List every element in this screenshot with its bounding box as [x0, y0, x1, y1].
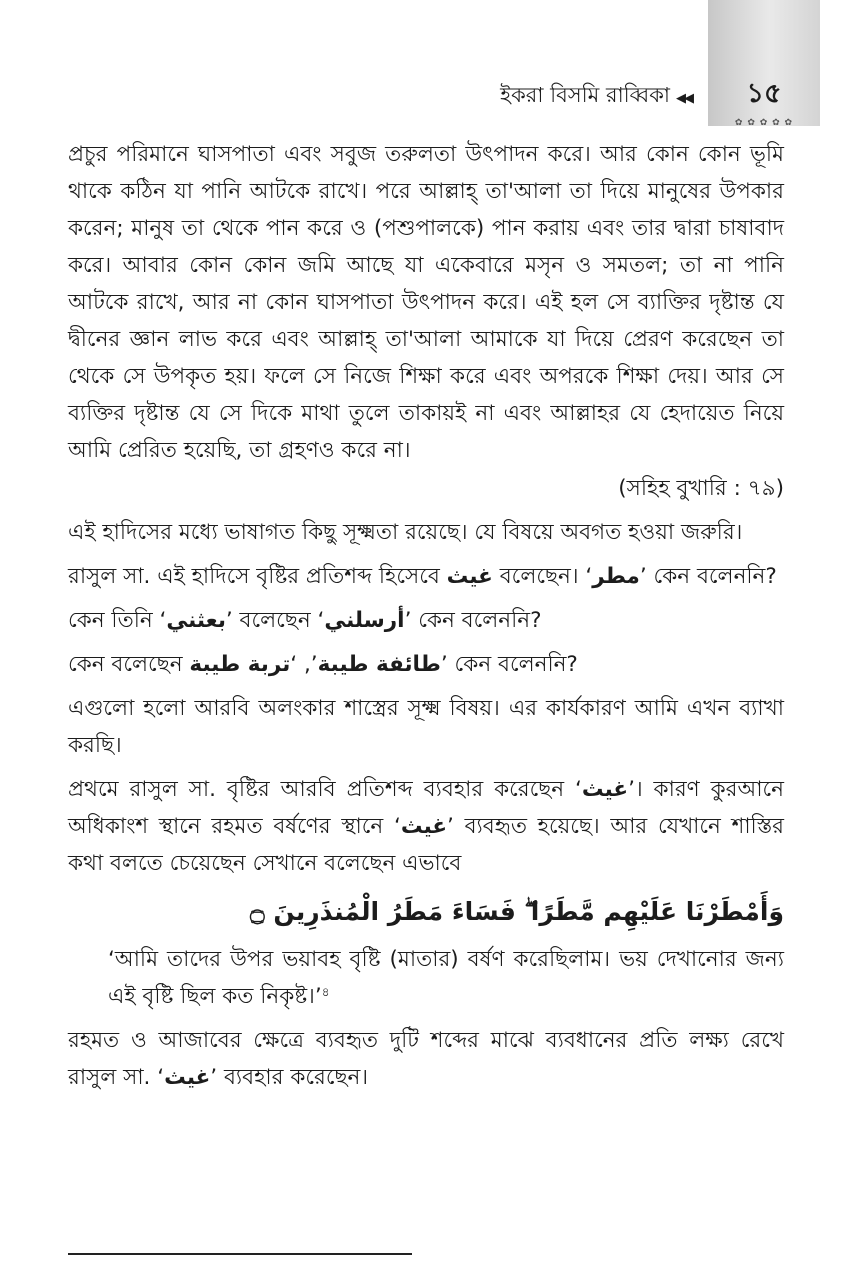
text-segment: ’ ব্যবহৃত হয়েছে। আর যেখানে শাস্তির কথা বলতে চেয়েছেন সেখানে বলেছেন এভাবে [68, 814, 784, 876]
citation: (সহিহ বুখারি : ৭৯) [618, 476, 784, 501]
text-segment: ’ কেন বলেননি? [440, 652, 578, 677]
text-segment: কেন তিনি ‘ [68, 608, 167, 633]
question-line [68, 602, 784, 639]
question-line [68, 646, 784, 683]
page-number: ১৫ [746, 78, 782, 109]
text-segment: রাসুল সা. এই হাদিসে বৃষ্টির প্রতিশব্দ হিসেবে [68, 564, 447, 589]
verse-translation [108, 941, 784, 1015]
text-segment: ’। কারণ কুরআনে অধিকাংশ স্থানে রহমত বর্ষণের স্থানে ‘ [68, 777, 785, 839]
text-segment: বলেছেন। ‘ [492, 564, 593, 589]
text-segment: ’ কেন বলেননি? [404, 608, 542, 633]
footnote-marker: ৪ [321, 985, 330, 999]
arabic-word: غيث [400, 814, 448, 839]
quran-verse: وَأَمْطَرْنَا عَلَيْهِم مَّطَرًا ۖ فَسَاءَ مَطَرُ الْمُنذَرِينَ ۝ [250, 897, 784, 926]
translation-text: ‘আমি তাদের উপর ভয়াবহ বৃষ্টি (মাতার) বর্ষণ করেছিলাম। ভয় দেখানোর জন্য এই বৃষ্টি ছিল কত নিকৃষ্ট।’ [108, 947, 784, 1009]
footnote-divider [68, 1253, 412, 1255]
double-arrow-icon: ◀◀ [676, 91, 692, 106]
main-text [68, 136, 784, 1103]
arabic-phrase: طائفة طيبة [317, 652, 441, 677]
paragraph [68, 771, 784, 882]
text-segment: রহমত ও আজাবের ক্ষেত্রে ব্যবহৃত দুটি শব্দের মাঝে ব্যবধানের প্রতি লক্ষ্য রেখে রাসুল সা. ‘ [68, 1028, 784, 1090]
arabic-word: أرسلني [324, 608, 405, 633]
paragraph: প্রচুর পরিমানে ঘাসপাতা এবং সবুজ তরুলতা উৎপাদন করে। আর কোন কোন ভূমি থাকে কঠিন যা পানি আটকে রাখে। পরে আল্লাহ্ তা'আলা তা দিয়ে মানুষের উপকার করেন; মানুষ তা থেকে পান করে ও (পশুপালকে) পান করায় এবং তার দ্বারা চাষাবাদ করে। আবার কোন কোন জমি আছে যা একেবারে মসৃন ও সমতল; তা না পানি আটকে রাখে, আর না কোন ঘাসপাতা উৎপাদন করে। এই হল সে ব্যাক্তির দৃষ্টান্ত যে দ্বীনের জ্ঞান লাভ করে এবং আল্লাহ্ তা'আলা আমাকে যা দিয়ে প্রেরণ করেছেন তা থেকে সে উপকৃত হয়। ফলে সে নিজে শিক্ষা করে এবং অপরকে শিক্ষা দেয়। আর সে ব্যক্তির দৃষ্টান্ত যে সে দিকে মাথা তুলে তাকায়ই না এবং আল্লাহর যে হেদায়েত নিয়ে আমি প্রেরিত হয়েছি, তা গ্রহণও করে না। [68, 142, 784, 463]
paragraph [68, 1022, 784, 1096]
text-segment: ’ বলেছেন ‘ [225, 608, 325, 633]
arabic-word: غيث [164, 1065, 211, 1090]
paragraph: এই হাদিসের মধ্যে ভাষাগত কিছু সূক্ষ্মতা রয়েছে। যে বিষয়ে অবগত হওয়া জরুরি। [68, 520, 743, 545]
running-title: ইকরা বিসমি রাব্বিকা [500, 83, 670, 107]
text-segment: ’, ‘ [290, 652, 318, 677]
arabic-word: غيث [581, 777, 629, 802]
text-segment: ’ কেন বলেননি? [639, 564, 777, 589]
decorative-flourish: ✿ ✿ ✿ ✿ ✿ [734, 118, 794, 128]
text-segment: ’ ব্যবহার করেছেন। [210, 1065, 369, 1090]
paragraph: এগুলো হলো আরবি অলংকার শাস্ত্রের সূক্ষ্ম বিষয়। এর কার্যকারণ আমি এখন ব্যাখা করছি। [68, 696, 784, 758]
paragraph [68, 558, 784, 595]
text-segment: প্রথমে রাসুল সা. বৃষ্টির আরবি প্রতিশব্দ ব্যবহার করেছেন ‘ [68, 777, 582, 802]
text-segment: কেন বলেছেন [68, 652, 190, 677]
running-header [500, 80, 692, 114]
arabic-phrase: تربة طيبة [189, 652, 291, 677]
arabic-word: مطر [592, 564, 640, 589]
arabic-word: غيث [446, 564, 493, 589]
arabic-word: بعثني [166, 608, 226, 633]
